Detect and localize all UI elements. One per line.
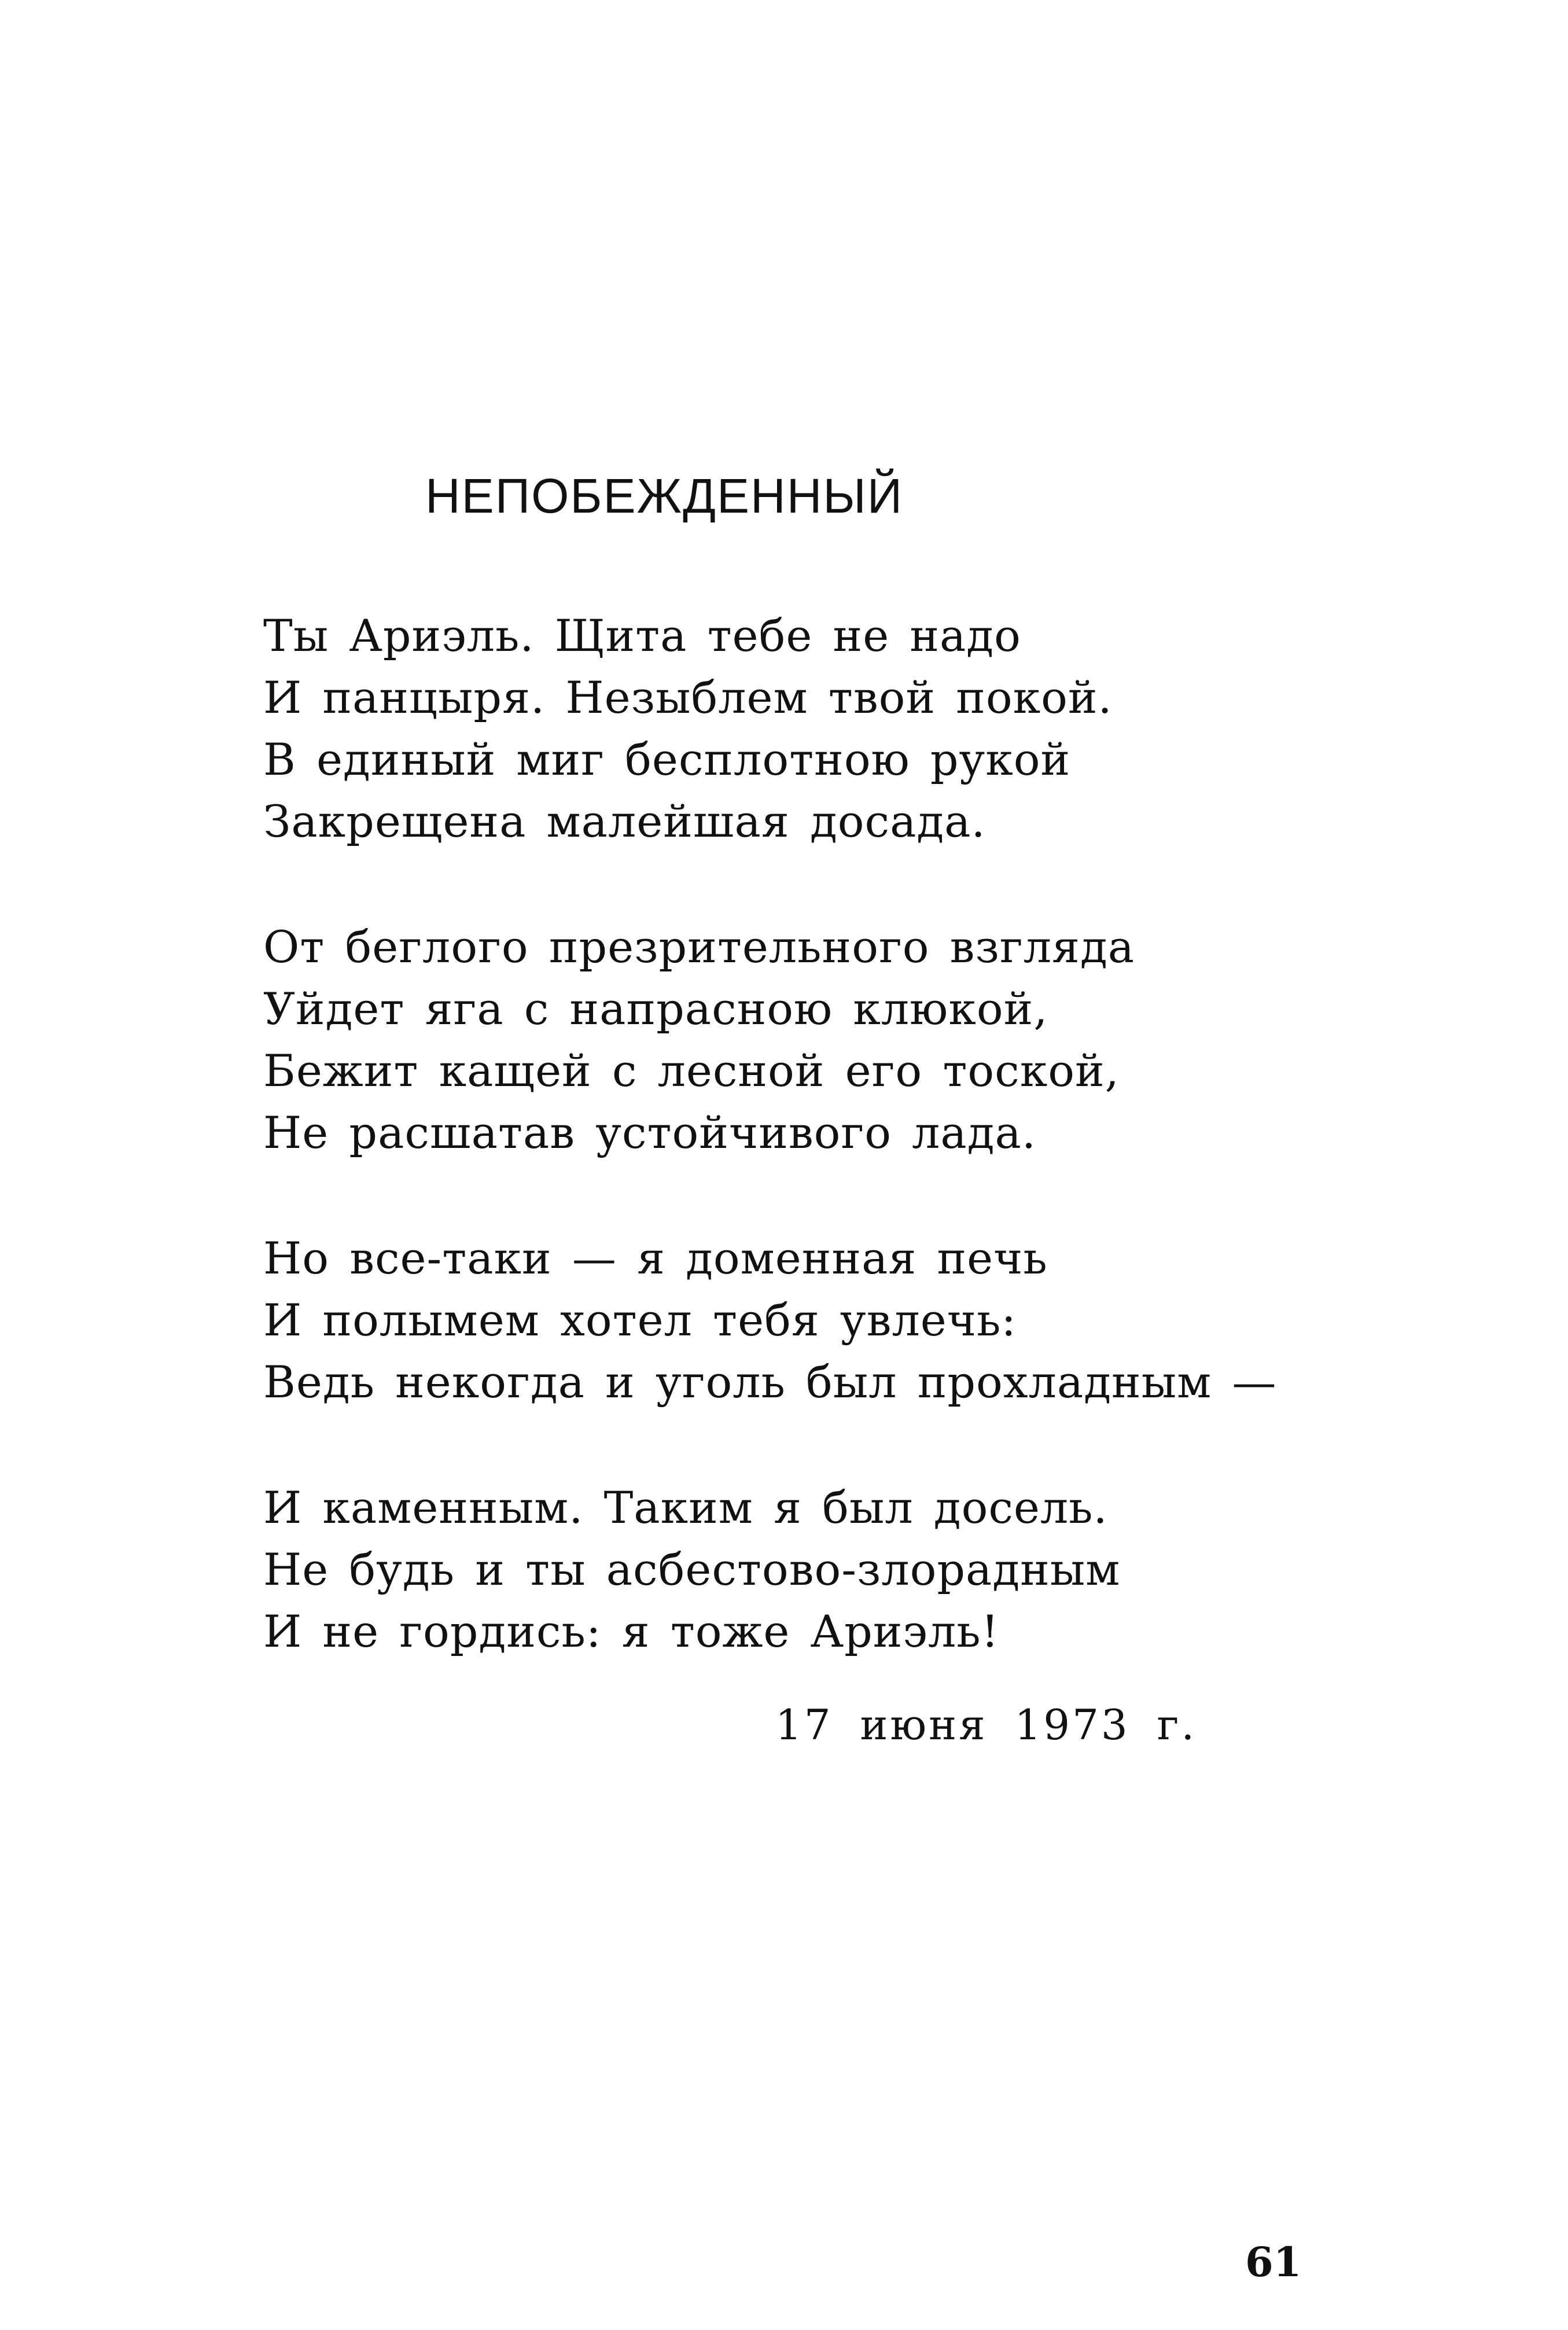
poem-line: Но все-таки — я доменная печь (263, 1232, 1048, 1284)
poem-title: НЕПОБЕЖДЕННЫЙ (425, 469, 904, 523)
stanza-1 (263, 605, 1420, 852)
stanza-2 (263, 916, 1420, 1164)
poem-line: Ты Ариэль. Щита тебе не надо (263, 610, 1021, 661)
stanza-3 (263, 1227, 1420, 1413)
poem-line: Не расшатав устойчивого лада. (263, 1107, 1036, 1158)
poem-line: И панцыря. Незыблем твой покой. (263, 672, 1113, 723)
poem-line: От беглого презрительного взгляда (263, 921, 1135, 973)
poem-line: И каменным. Таким я был досель. (263, 1482, 1108, 1533)
poem-body (263, 605, 1420, 1726)
poem-line: Бежит кащей с лесной его тоской, (263, 1045, 1120, 1096)
poem-line: И полымем хотел тебя увлечь: (263, 1294, 1017, 1346)
poem-line: Закрещена малейшая досада. (263, 796, 986, 847)
poem-line: В единый миг бесплотною рукой (263, 734, 1071, 785)
poem-line: Не будь и ты асбестово-злорадным (263, 1544, 1121, 1595)
poem-line: И не гордись: я тоже Ариэль! (263, 1606, 1000, 1657)
page-number: 61 (1245, 2238, 1302, 2286)
poem-line: Ведь некогда и уголь был прохладным — (263, 1356, 1277, 1408)
poem-line: Уйдет яга с напрасною клюкой, (263, 983, 1048, 1035)
stanza-4 (263, 1477, 1420, 1662)
poem-date: 17 июня 1973 г. (775, 1700, 1197, 1749)
